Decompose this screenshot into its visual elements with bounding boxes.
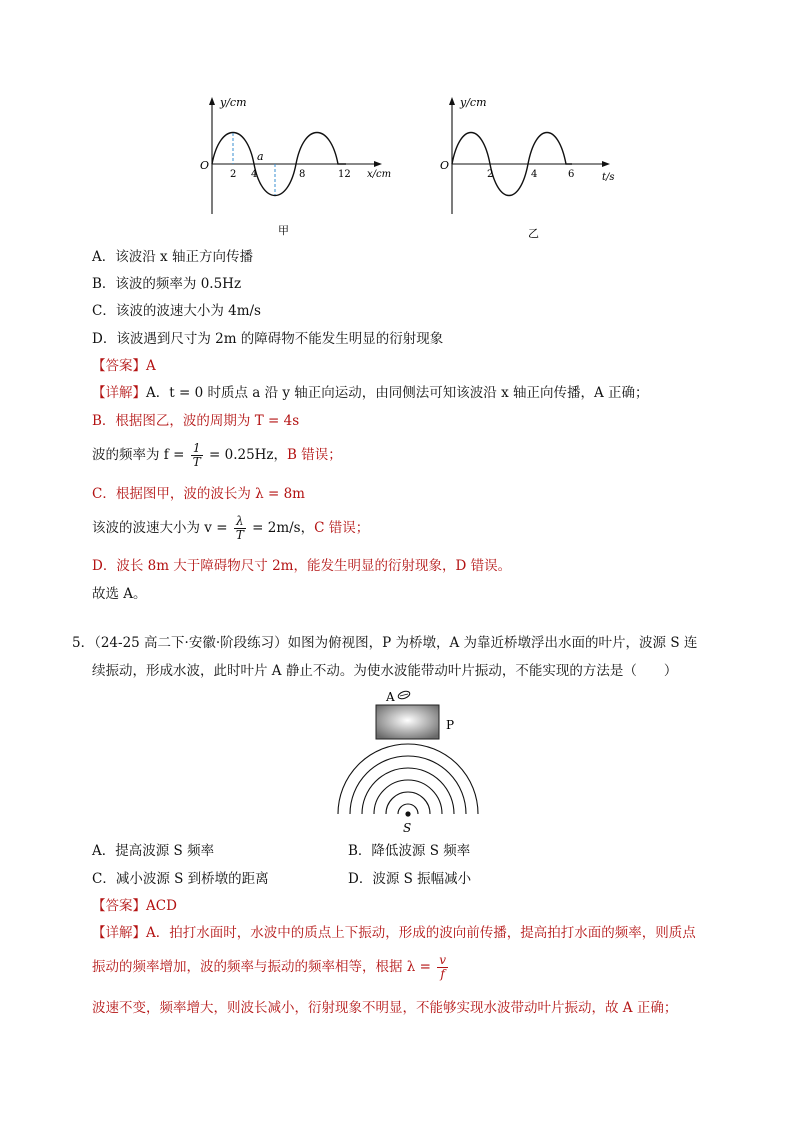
caption-jia: 甲 — [278, 224, 289, 237]
q5-stem-line-1: 5．（24-25 高二下·安徽·阶段练习）如图为俯视图，P 为桥墩，A 为靠近桥墩浮出水面的叶片，波源 S 连 — [72, 635, 698, 651]
pier-label-p: P — [446, 718, 455, 732]
q4-explain-1 — [92, 384, 649, 402]
q4-explain-d: D．波长 8m 大于障碍物尺寸 2m，能发生明显的衍射现象，D 错误。 — [92, 558, 512, 574]
q5-option-c: C．减小波源 S 到桥墩的距离 — [92, 871, 269, 887]
point-a-label: a — [257, 150, 264, 163]
freq-value: = 0.25Hz， — [209, 447, 288, 463]
freq-denominator: T — [192, 455, 201, 469]
source-label-s: S — [403, 821, 412, 835]
q4-freq-line — [92, 440, 342, 470]
q4-conclusion: 故选 A。 — [92, 586, 147, 602]
q4-explain-b: B．根据图乙，波的周期为 T = 4s — [92, 413, 300, 429]
q5-explain-3: 波速不变，频率增大，则波长减小，衍射现象不明显，不能够实现水波带动叶片振动，故 A 正确； — [92, 1000, 678, 1016]
wavelength-numerator: v — [439, 953, 447, 967]
q4-explain-a: A．t = 0 时质点 a 沿 y 轴正向运动，由同侧法可知该波沿 x 轴正向传播，A 正确； — [146, 385, 649, 401]
freq-prefix: 波的频率为 f = — [92, 447, 185, 463]
wave-source-dot — [405, 811, 410, 816]
tick-jia-8: 8 — [299, 169, 306, 180]
bridge-pier — [376, 705, 439, 739]
bridge-pier-figure — [330, 684, 490, 839]
q5-stem-line-2: 续振动，形成水波，此时叶片 A 静止不动。为使水波能带动叶片振动，不能实现的方法是（ ） — [92, 663, 678, 679]
q5-option-a: A．提高波源 S 频率 — [92, 843, 215, 859]
q5-explain-1: 【详解】A．拍打水面时，水波中的质点上下振动，形成的波向前传播，提高拍打水面的频率，则质点 — [92, 925, 696, 941]
tick-jia-4: 4 — [251, 169, 258, 180]
q5-option-b: B．降低波源 S 频率 — [348, 843, 471, 859]
wavelength-denominator: f — [440, 967, 445, 981]
q5-explain-2-text: 振动的频率增加，波的频率与振动的频率相等，根据 λ = — [92, 959, 431, 975]
speed-fraction — [234, 515, 246, 542]
speed-prefix: 该波的波速大小为 v = — [92, 520, 228, 536]
wavelength-fraction — [437, 954, 448, 981]
ylabel-yi: y/cm — [460, 96, 487, 109]
tick-jia-12: 12 — [338, 169, 351, 180]
q5-option-d: D．波源 S 振幅减小 — [348, 871, 472, 887]
freq-verdict: B 错误； — [287, 447, 342, 463]
q4-option-c: C．该波的波速大小为 4m/s — [92, 303, 261, 319]
ylabel-jia: y/cm — [220, 96, 247, 109]
speed-denominator: T — [235, 528, 244, 542]
q4-option-a: A．该波沿 x 轴正方向传播 — [92, 249, 253, 265]
xlabel-yi: t/s — [602, 172, 615, 183]
wave-graph-jia — [196, 94, 396, 244]
speed-value: = 2m/s， — [252, 520, 315, 536]
origin-yi: O — [440, 159, 450, 172]
q4-explain-tag: 【详解】 — [92, 385, 146, 401]
wave-graph-yi — [436, 94, 626, 244]
q4-explain-c: C．根据图甲，波的波长为 λ = 8m — [92, 486, 305, 502]
freq-fraction — [191, 442, 203, 469]
tick-yi-6: 6 — [568, 169, 575, 180]
tick-yi-2: 2 — [487, 169, 494, 180]
q4-speed-line — [92, 513, 369, 543]
q5-answer: 【答案】ACD — [92, 898, 177, 914]
speed-numerator: λ — [234, 515, 246, 529]
speed-verdict: C 错误； — [314, 520, 370, 536]
q4-answer: 【答案】A — [92, 358, 156, 374]
q4-option-d: D．该波遇到尺寸为 2m 的障碍物不能发生明显的衍射现象 — [92, 331, 444, 347]
tick-yi-4: 4 — [531, 169, 538, 180]
q4-option-b: B．该波的频率为 0.5Hz — [92, 276, 242, 292]
caption-yi: 乙 — [528, 227, 539, 240]
freq-numerator: 1 — [191, 442, 203, 456]
origin-jia: O — [200, 159, 210, 172]
leaf-label-a: A — [386, 690, 395, 704]
q5-explain-2-line — [92, 951, 450, 983]
xlabel-jia: x/cm — [367, 169, 392, 180]
tick-jia-2: 2 — [230, 169, 237, 180]
